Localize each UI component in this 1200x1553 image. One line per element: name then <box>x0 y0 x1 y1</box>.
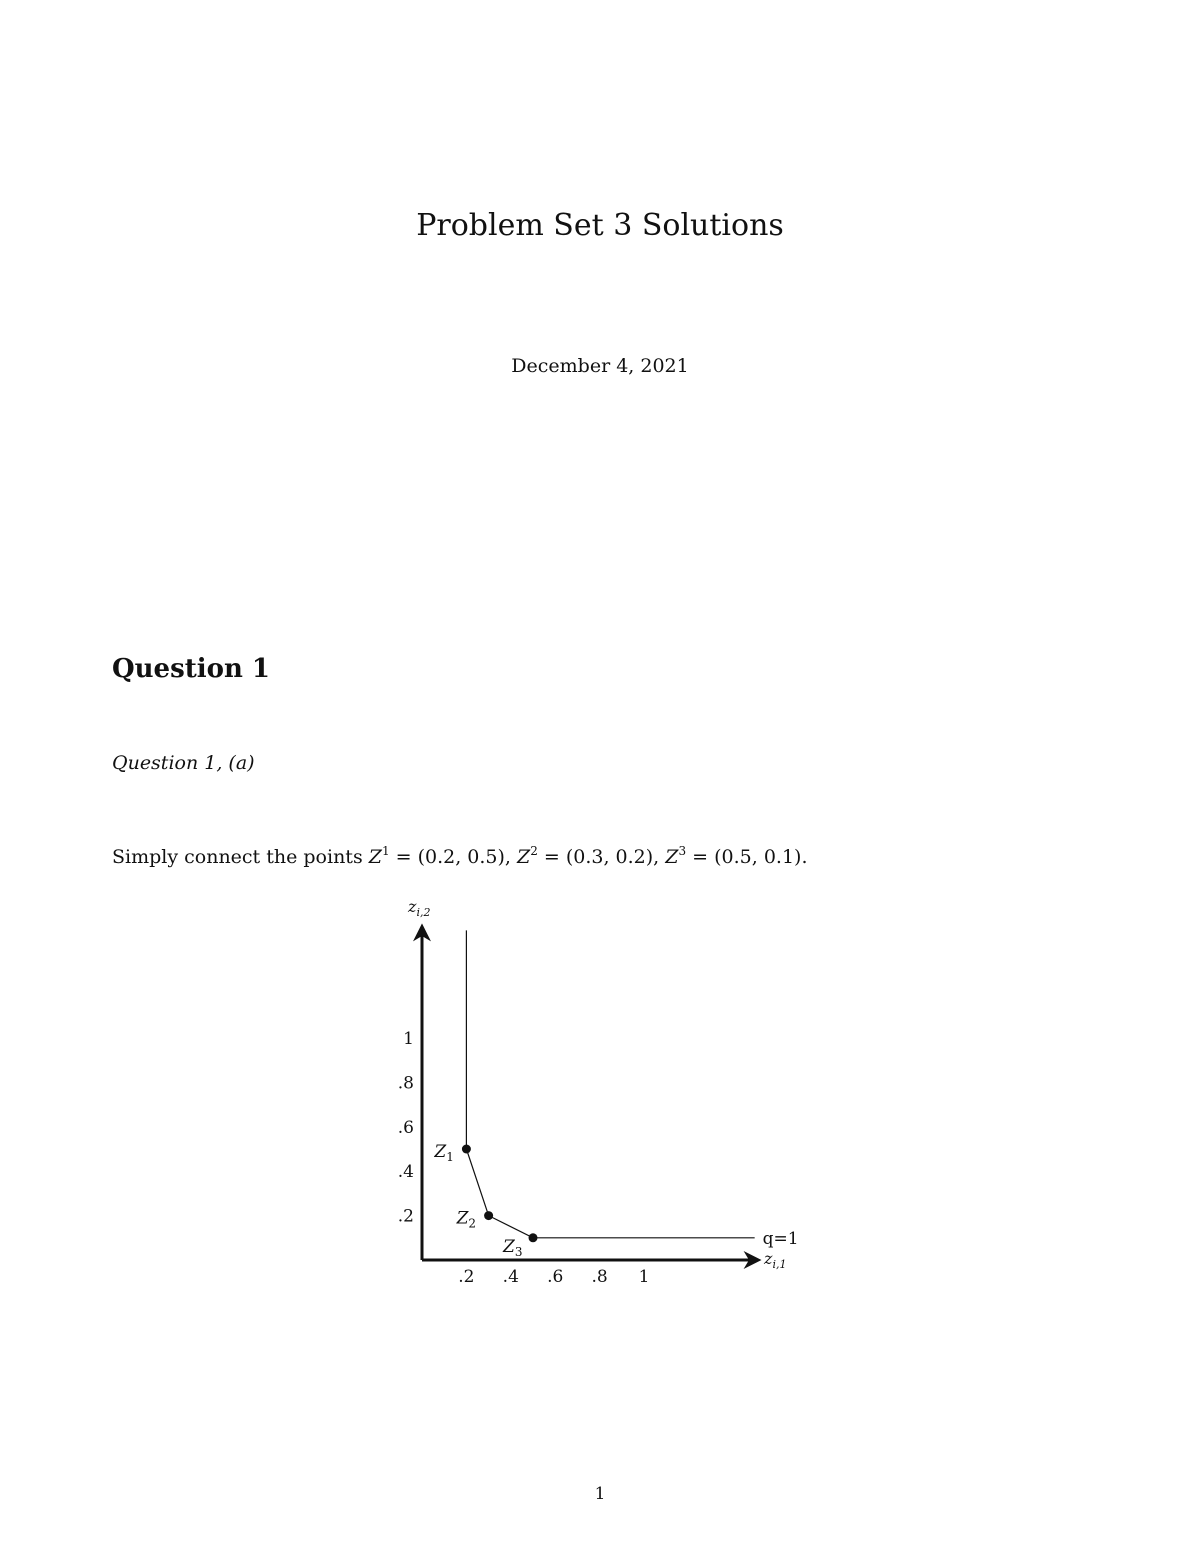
document-date: December 4, 2021 <box>511 355 689 377</box>
y-tick-label: .6 <box>397 1117 414 1138</box>
isoquant-chart <box>390 895 820 1295</box>
point-superscript: 3 <box>678 844 687 858</box>
point-symbol: Z <box>517 846 531 868</box>
point-symbol: Z <box>368 846 382 868</box>
x-axis-label-main: z <box>764 1249 773 1268</box>
point-coordinates: = (0.2, 0.5), <box>389 846 517 868</box>
x-tick-label: .6 <box>547 1267 564 1287</box>
y-tick-label: .8 <box>397 1073 414 1094</box>
data-point <box>462 1145 471 1154</box>
x-tick-label: .8 <box>591 1267 608 1287</box>
subsection-heading: Question 1, (a) <box>112 752 255 774</box>
isoquant-line <box>466 930 754 1237</box>
x-axis-label <box>763 1249 786 1271</box>
point-superscript: 2 <box>530 844 538 858</box>
y-axis-label-main: z <box>408 897 417 916</box>
point-label-letter: Z <box>434 1142 447 1162</box>
point-label-letter: Z <box>456 1208 469 1229</box>
data-point <box>529 1233 538 1242</box>
page-title: Problem Set 3 Solutions <box>416 208 784 243</box>
answer-paragraph <box>112 846 808 868</box>
section-heading: Question 1 <box>112 654 271 684</box>
y-tick-label: .4 <box>397 1162 414 1183</box>
point-coordinates: = (0.3, 0.2), <box>537 846 666 868</box>
curve-label: q=1 <box>762 1228 799 1249</box>
answer-text: Simply connect the points <box>112 846 369 868</box>
point-label-subscript: 3 <box>514 1244 523 1259</box>
data-point-label <box>456 1209 476 1231</box>
x-tick-label: .4 <box>502 1267 519 1287</box>
point-label-subscript: 2 <box>468 1216 477 1231</box>
data-point-label <box>433 1142 453 1164</box>
y-tick-label: 1 <box>403 1029 414 1049</box>
point-label-letter: Z <box>503 1236 515 1257</box>
point-label-subscript: 1 <box>446 1150 454 1164</box>
y-axis-label <box>407 897 430 919</box>
x-tick-label: .2 <box>458 1267 475 1287</box>
point-superscript: 1 <box>381 844 390 858</box>
point-symbol: Z <box>665 846 679 868</box>
y-axis-label-subscript: i,2 <box>416 906 431 919</box>
data-point <box>484 1211 493 1220</box>
data-point-label <box>502 1237 522 1259</box>
x-axis-label-subscript: i,1 <box>772 1258 787 1271</box>
y-tick-label: .2 <box>397 1206 414 1227</box>
point-coordinates: = (0.5, 0.1). <box>686 846 808 868</box>
page-number: 1 <box>594 1484 606 1504</box>
x-tick-label: 1 <box>638 1267 650 1287</box>
